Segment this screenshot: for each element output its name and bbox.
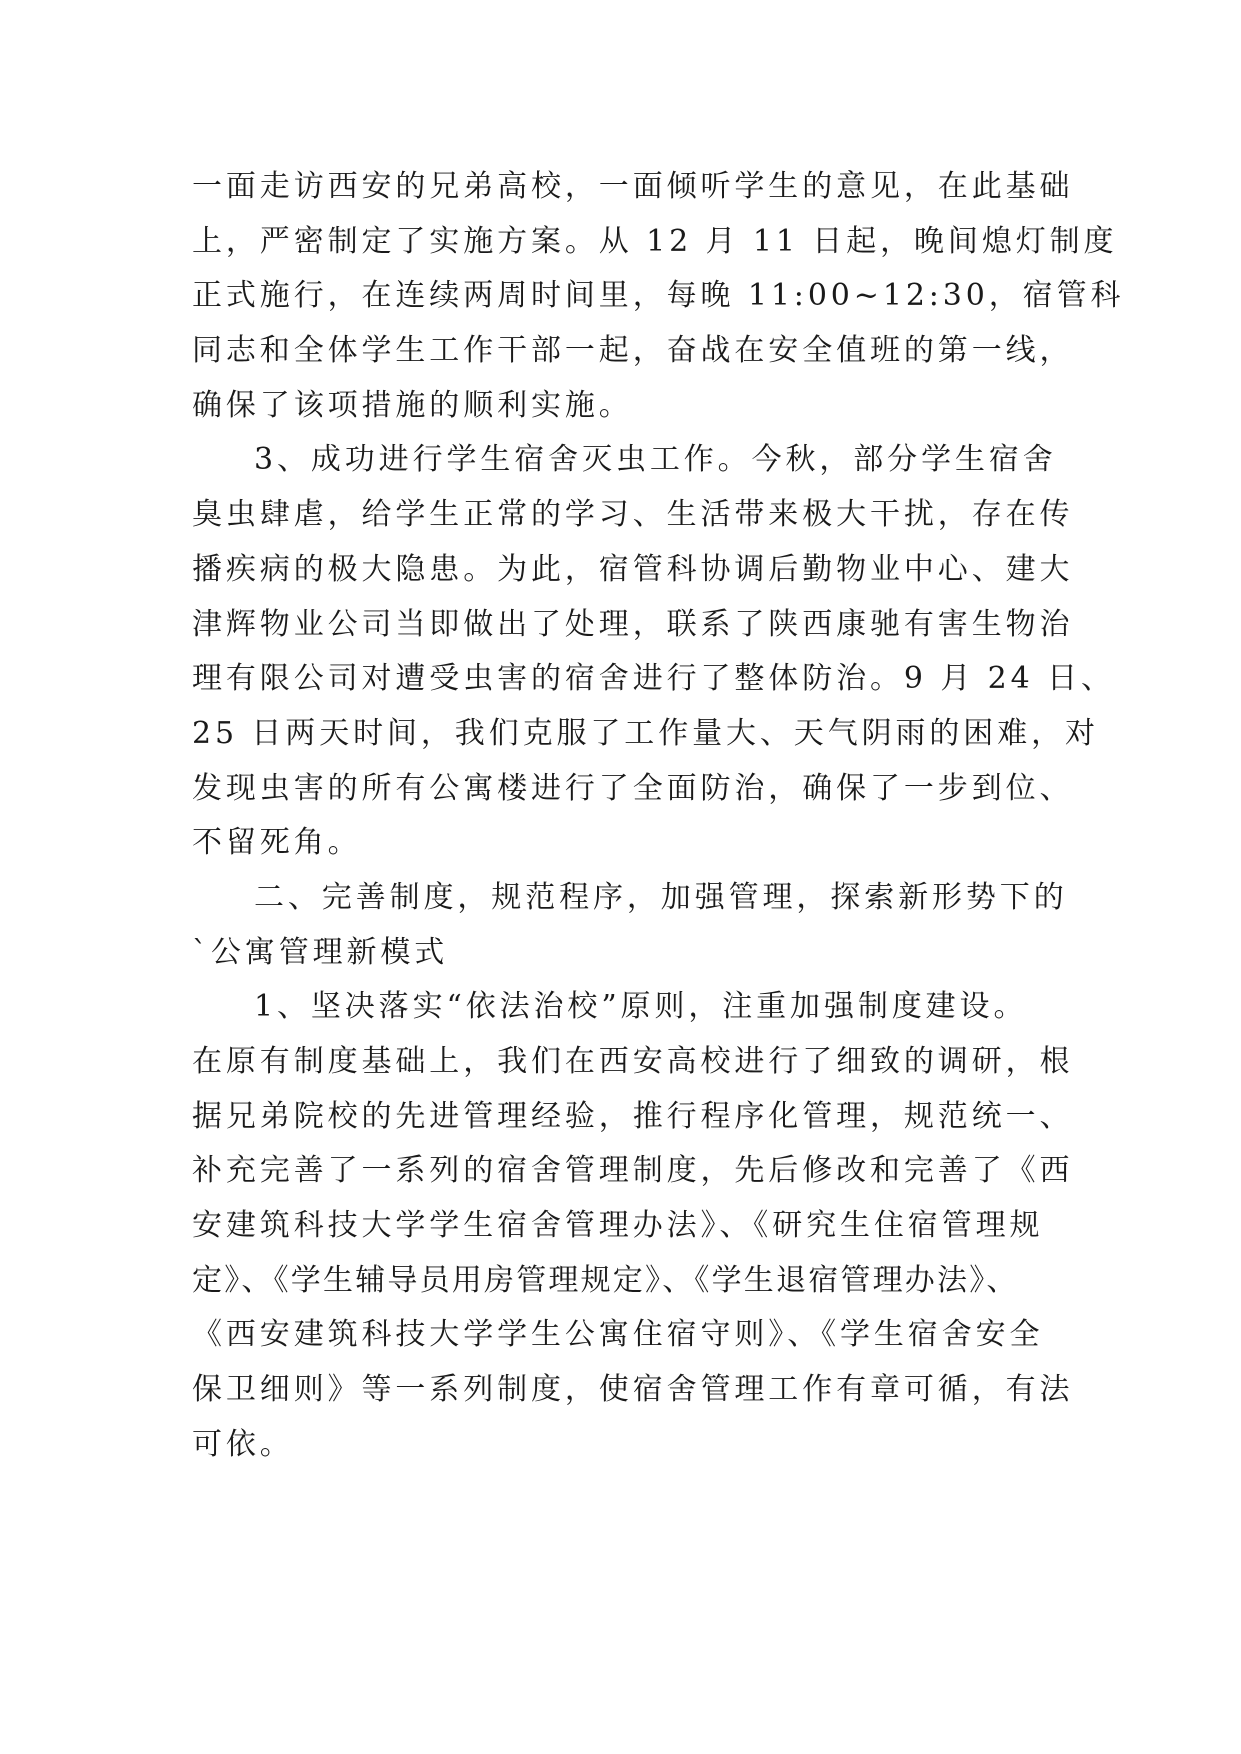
section-heading-line: 二、完善制度，规范程序，加强管理，探索新形势下的	[254, 879, 1068, 915]
section-heading-line: `公寓管理新模式	[192, 934, 449, 970]
text-line: 津辉物业公司当即做出了处理，联系了陕西康驰有害生物治	[192, 606, 1074, 642]
text-line: 同志和全体学生工作干部一起，奋战在安全值班的第一线，	[192, 333, 1074, 369]
text-line: 据兄弟院校的先进管理经验，推行程序化管理，规范统一、	[192, 1098, 1074, 1134]
text-line: 一面走访西安的兄弟高校，一面倾听学生的意见，在此基础	[192, 169, 1074, 204]
text-line: 在原有制度基础上，我们在西安高校进行了细致的调研，根	[192, 1044, 1074, 1079]
text-line: 《西安建筑科技大学学生公寓住宿守则》、《学生宿舍安全	[192, 1317, 1044, 1353]
text-line: 发现虫害的所有公寓楼进行了全面防治，确保了一步到位、	[192, 770, 1074, 806]
text-line: 可依。	[192, 1426, 294, 1462]
text-line: 定》、《学生辅导员用房管理规定》、《学生退宿管理办法》、	[192, 1262, 1019, 1298]
text-line: 臭虫肆虐，给学生正常的学习、生活带来极大干扰，存在传	[192, 497, 1074, 533]
text-line: 确保了该项措施的顺利实施。	[192, 387, 633, 423]
text-line: 安建筑科技大学学生宿舍管理办法》、《研究生住宿管理规	[192, 1208, 1044, 1244]
body-text	[192, 160, 1125, 1473]
text-line: 理有限公司对遭受虫害的宿舍进行了整体防治。9 月 24 日、	[192, 661, 1115, 697]
text-line: 保卫细则》等一系列制度，使宿舍管理工作有章可循，有法	[192, 1372, 1074, 1408]
text-line: 不留死角。	[192, 825, 362, 861]
text-line: 播疾病的极大隐患。为此，宿管科协调后勤物业中心、建大	[192, 551, 1074, 587]
text-line: 正式施行，在连续两周时间里，每晚 11:00~12:30，宿管科	[192, 278, 1125, 314]
paragraph-start-line: 3、成功进行学生宿舍灭虫工作。今秋，部分学生宿舍	[254, 442, 1057, 478]
text-line: 上，严密制定了实施方案。从 12 月 11 日起，晚间熄灯制度	[192, 223, 1118, 259]
paragraph-start-line: 1、坚决落实“依法治校”原则，注重加强制度建设。	[254, 989, 1028, 1025]
text-line: 25 日两天时间，我们克服了工作量大、天气阴雨的困难，对	[192, 715, 1099, 751]
text-line: 补充完善了一系列的宿舍管理制度，先后修改和完善了《西	[192, 1153, 1074, 1189]
